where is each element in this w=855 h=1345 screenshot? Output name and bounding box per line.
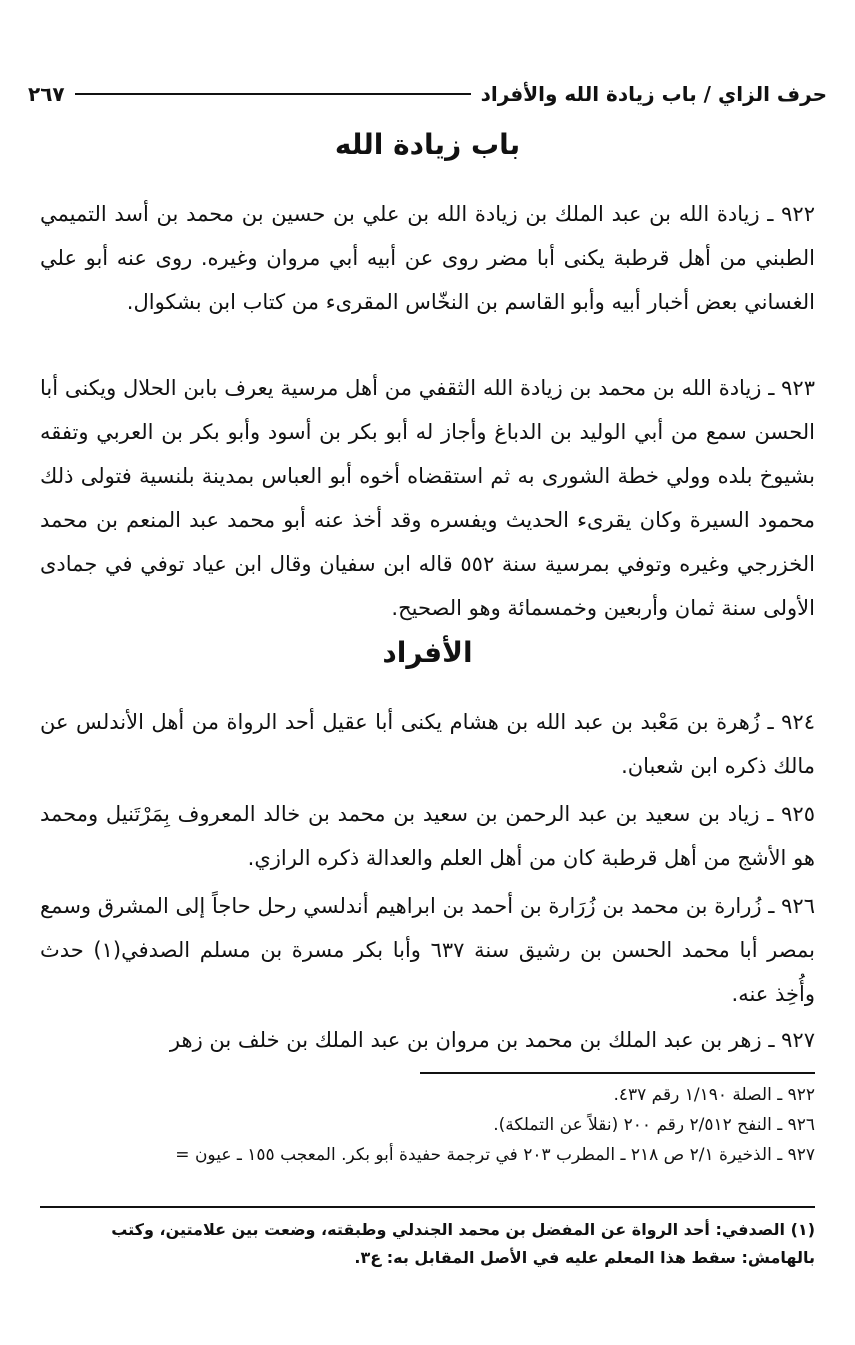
entry-925: ٩٢٥ ـ زياد بن سعيد بن عبد الرحمن بن سعيد بن محمد بن خالد المعروف بِمَرْتَنيل ومحمد هو الأشج من أهل قرطبة كان من أهل العلم والعدالة ذكره الرازي. bbox=[40, 802, 815, 870]
footnote-1: (١) الصدفي: أحد الرواة عن المفضل بن محمد الجندلي وطبقته، وضعت بين علامتين، وكتب بالهامش: سقط هذا المعلم عليه في الأصل المقابل به: ع٣. bbox=[111, 1220, 815, 1267]
reference-927: ٩٢٧ ـ الذخيرة ٢/١ ص ٢١٨ ـ المطرب ٢٠٣ في ترجمة حفيدة أبو بكر. المعجب ١٥٥ ـ عيون = bbox=[175, 1145, 815, 1165]
references-rule bbox=[420, 1072, 815, 1074]
reference-922: ٩٢٢ ـ الصلة ١/١٩٠ رقم ٤٣٧. bbox=[613, 1085, 815, 1105]
page-number: ٢٦٧ bbox=[28, 82, 65, 106]
header-rule bbox=[75, 93, 471, 95]
running-header bbox=[28, 76, 827, 112]
reference-926: ٩٢٦ ـ النفح ٢/٥١٢ رقم ٢٠٠ (نقلاً عن التملكة). bbox=[493, 1115, 815, 1135]
section-heading-afrad: الأفراد bbox=[382, 636, 473, 669]
entry-923: ٩٢٣ ـ زيادة الله بن محمد بن زيادة الله الثقفي من أهل مرسية يعرف بابن الحلال ويكنى أبا الحسن سمع من أبي الوليد بن الدباغ وأجاز له أبو بكر بن أسود وأبو بكر بن العربي وتفقه بشيوخ بلده وولي خطة الشورى به ثم استقضاه أخوه أبو العباس بمدينة بلنسية فتولى ذلك محمود السيرة وكان يقرىء الحديث ويفسره وقد أخذ عنه أبو محمد عبد المنعم بن محمد الخزرجي وغيره وتوفي بمرسية سنة ٥٥٢ قاله ابن سفيان وقال ابن عياد توفي في جمادى الأولى سنة ثمان وأربعين وخمسمائة وهو الصحيح. bbox=[40, 376, 815, 620]
section-heading-ziyadat-allah: باب زيادة الله bbox=[334, 128, 521, 161]
footnote-rule bbox=[40, 1206, 815, 1208]
entry-927: ٩٢٧ ـ زهر بن عبد الملك بن محمد بن مروان بن عبد الملك بن خلف بن زهر bbox=[169, 1028, 815, 1052]
references-block bbox=[40, 1080, 815, 1170]
entry-926: ٩٢٦ ـ زُرارة بن محمد بن زُرَارة بن أحمد بن ابراهيم أندلسي رحل حاجاً إلى المشرق وسمع بمصر أبا محمد الحسن بن رشيق سنة ٦٣٧ وأبا بكر مسرة بن مسلم الصدفي(١) حدث وأُخِذ عنه. bbox=[40, 894, 815, 1006]
entry-922: ٩٢٢ ـ زيادة الله بن عبد الملك بن زيادة الله بن علي بن حسين بن محمد بن أسد التميمي الطبني من أهل قرطبة يكنى أبا مضر روى عن أبيه أبي مروان وغيره. روى عنه أبو علي الغساني بعض أخبار أبيه وأبو القاسم بن النخّاس المقرىء من كتاب ابن بشكوال. bbox=[40, 202, 815, 314]
entry-924: ٩٢٤ ـ زُهرة بن مَعْبد بن عبد الله بن هشام يكنى أبا عقيل أحد الرواة من أهل الأندلس عن مالك ذكره ابن شعبان. bbox=[40, 710, 815, 778]
header-title: حرف الزاي / باب زيادة الله والأفراد bbox=[480, 82, 827, 106]
